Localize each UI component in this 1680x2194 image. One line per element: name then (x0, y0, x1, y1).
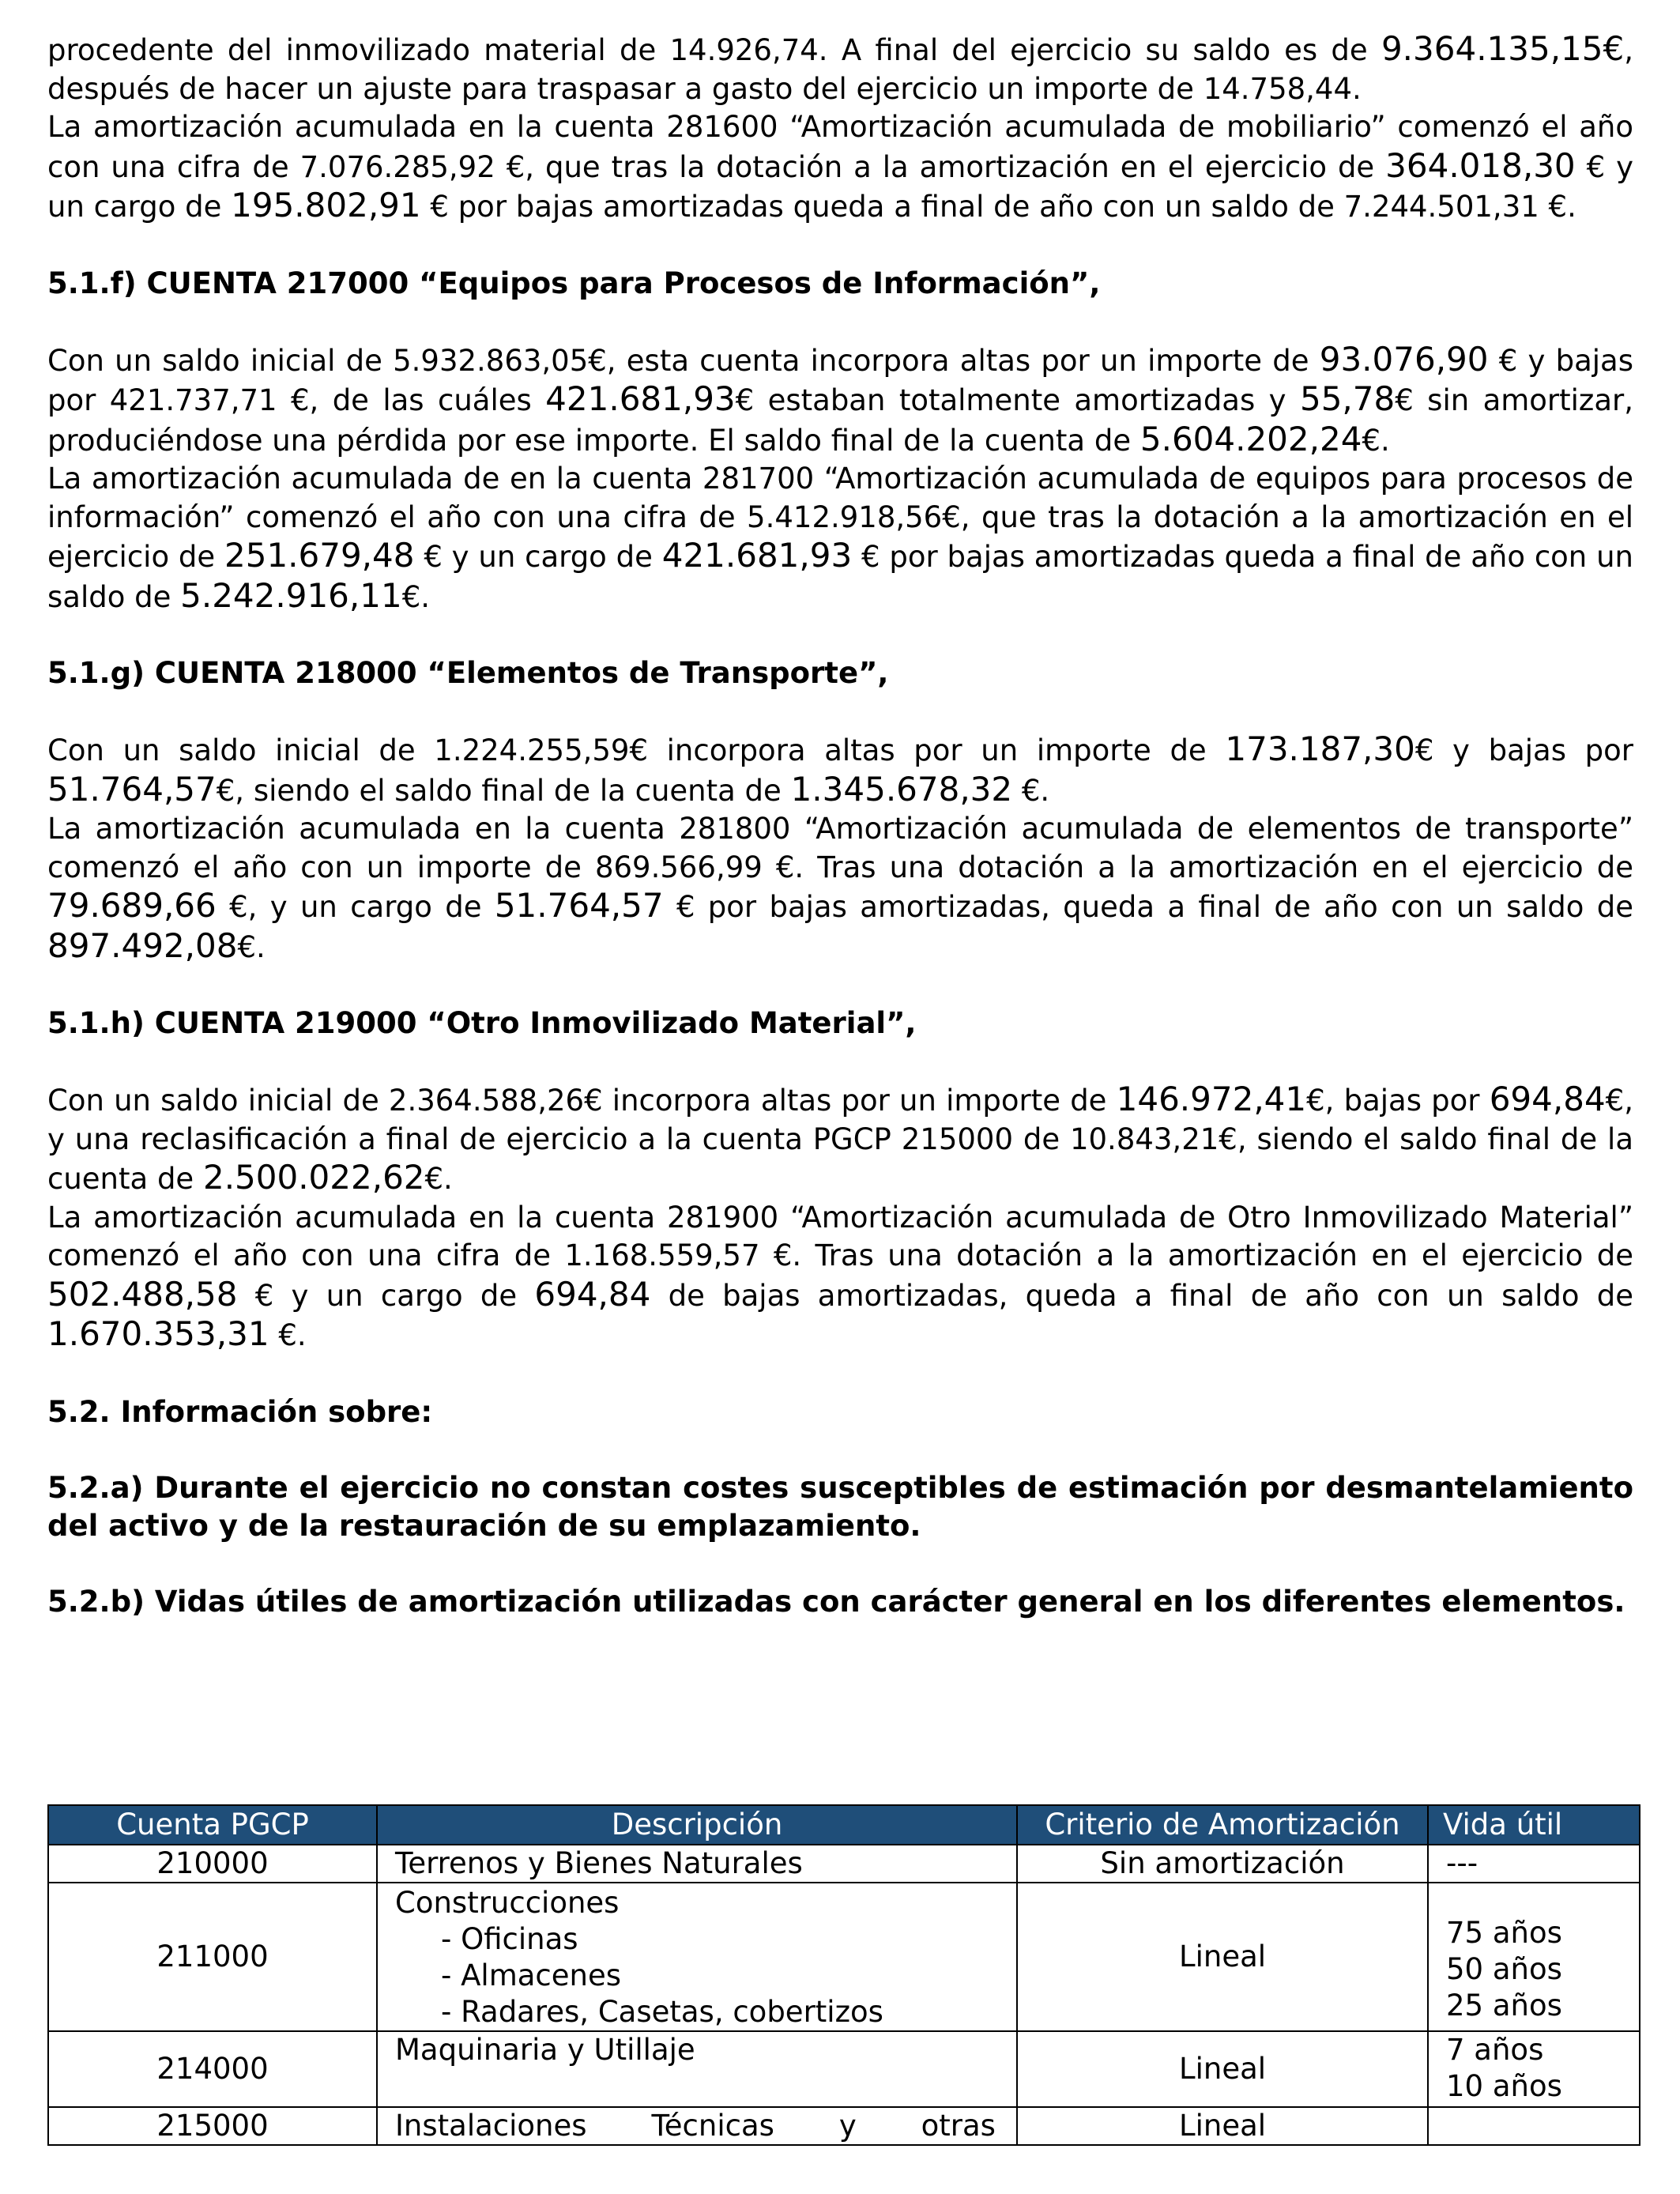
table-cell: --- (1428, 1845, 1640, 1883)
table-cell: Terrenos y Bienes Naturales (377, 1845, 1017, 1883)
table-cell: 215000 (48, 2107, 377, 2145)
section-heading: 5.2.b) Vidas útiles de amortización utilizadas con carácter general en los diferentes elementos. (47, 1584, 1625, 1619)
list-item: 50 años (1446, 1952, 1562, 1986)
list-item: 25 años (1446, 1989, 1562, 2022)
column-header: Cuenta PGCP (48, 1805, 377, 1845)
list-item: 10 años (1446, 2069, 1562, 2103)
table-cell: Lineal (1017, 2107, 1428, 2145)
section-heading: 5.1.g) CUENTA 218000 “Elementos de Transporte”, (47, 656, 889, 690)
paragraph: Con un saldo inicial de 2.364.588,26€ incorpora altas por un importe de 146.972,41€, bajas por 694,84€, y una reclasificación a final de ejercicio a la cuenta PGCP 215000 de 10.843,21€, siendo el saldo final de la cuenta de 2.500.022,62€. (47, 1080, 1633, 1197)
table-cell-word: otras (921, 2109, 996, 2143)
paragraph: La amortización acumulada de en la cuenta 281700 “Amortización acumulada de equipos para procesos de información” comenzó el año con una cifra de 5.412.918,56€, que tras la dotación a la amortización en el ejercicio de 251.679,48 € y un cargo de 421.681,93 € por bajas amortizadas queda a final de año con un saldo de 5.242.916,11€. (47, 462, 1633, 615)
paragraph: procedente del inmovilizado material de 14.926,74. A final del ejercicio su saldo es de 9.364.135,15€, después de hacer un ajuste para traspasar a gasto del ejercicio un importe de 14.758,44. (47, 29, 1633, 106)
list-item: 75 años (1446, 1916, 1562, 1950)
table-cell: Sin amortización (1017, 1845, 1428, 1883)
table-cell (1428, 2031, 1640, 2107)
table-cell (1428, 2107, 1640, 2145)
table-cell: Lineal (1017, 2031, 1428, 2107)
list-item: - Radares, Casetas, cobertizos (395, 1994, 1011, 2030)
section-heading: 5.2. Información sobre: (47, 1394, 433, 1429)
table-cell: 210000 (48, 1845, 377, 1883)
section-heading: 5.1.f) CUENTA 217000 “Equipos para Procesos de Información”, (47, 266, 1101, 300)
paragraph: Con un saldo inicial de 1.224.255,59€ incorpora altas por un importe de 173.187,30€ y bajas por 51.764,57€, siendo el saldo final de la cuenta de 1.345.678,32 €. (47, 729, 1633, 809)
table-cell: 214000 (48, 2031, 377, 2107)
list-item: - Almacenes (395, 1958, 1011, 1994)
document-page (47, 30, 1633, 1621)
paragraph: Con un saldo inicial de 5.932.863,05€, esta cuenta incorpora altas por un importe de 93.076,90 € y bajas por 421.737,71 €, de las cuáles 421.681,93€ estaban totalmente amortizadas y 55,78€ sin amortizar, produciéndose una pérdida por ese importe. El saldo final de la cuenta de 5.604.202,24€. (47, 339, 1634, 458)
table-cell: 211000 (48, 1883, 377, 2031)
section-heading: 5.1.h) CUENTA 219000 “Otro Inmovilizado Material”, (47, 1006, 917, 1040)
table-cell-word: Técnicas (651, 2109, 774, 2143)
list-item: Construcciones (395, 1886, 620, 1920)
table-cell: Lineal (1017, 1883, 1428, 2031)
column-header: Descripción (377, 1805, 1017, 1845)
table-cell: Maquinaria y Utillaje (377, 2031, 1017, 2107)
list-item: - Oficinas (395, 1921, 1011, 1958)
table-row (48, 1845, 1640, 1883)
table-row (48, 1883, 1640, 2031)
table-cell (377, 2107, 1017, 2145)
list-item: 7 años (1446, 2033, 1544, 2067)
table-cell-word: y (838, 2109, 857, 2143)
column-header: Criterio de Amortización (1017, 1805, 1428, 1845)
table-cell-word: Instalaciones (395, 2109, 587, 2143)
table-row (48, 2031, 1640, 2107)
table-cell (377, 1883, 1017, 2031)
table-header-row (48, 1805, 1640, 1845)
table-cell (1428, 1883, 1640, 2031)
table-row (48, 2107, 1640, 2145)
column-header: Vida útil (1428, 1805, 1640, 1845)
useful-lives-table (47, 1804, 1640, 2146)
paragraph: La amortización acumulada en la cuenta 281800 “Amortización acumulada de elementos de transporte” comenzó el año con un importe de 869.566,99 €. Tras una dotación a la amortización en el ejercicio de 79.689,66 €, y un cargo de 51.764,57 € por bajas amortizadas, queda a final de año con un saldo de 897.492,08€. (47, 812, 1634, 965)
paragraph: La amortización acumulada en la cuenta 281600 “Amortización acumulada de mobiliario” comenzó el año con una cifra de 7.076.285,92 €, que tras la dotación a la amortización en el ejercicio de 364.018,30 € y un cargo de 195.802,91 € por bajas amortizadas queda a final de año con un saldo de 7.244.501,31 €. (47, 110, 1633, 224)
paragraph: La amortización acumulada en la cuenta 281900 “Amortización acumulada de Otro Inmovilizado Material” comenzó el año con una cifra de 1.168.559,57 €. Tras una dotación a la amortización en el ejercicio de 502.488,58 € y un cargo de 694,84 de bajas amortizadas, queda a final de año con un saldo de 1.670.353,31 €. (47, 1200, 1633, 1353)
section-heading: 5.2.a) Durante el ejercicio no constan costes susceptibles de estimación por desmantelamiento del activo y de la restauración de su emplazamiento. (47, 1470, 1633, 1543)
